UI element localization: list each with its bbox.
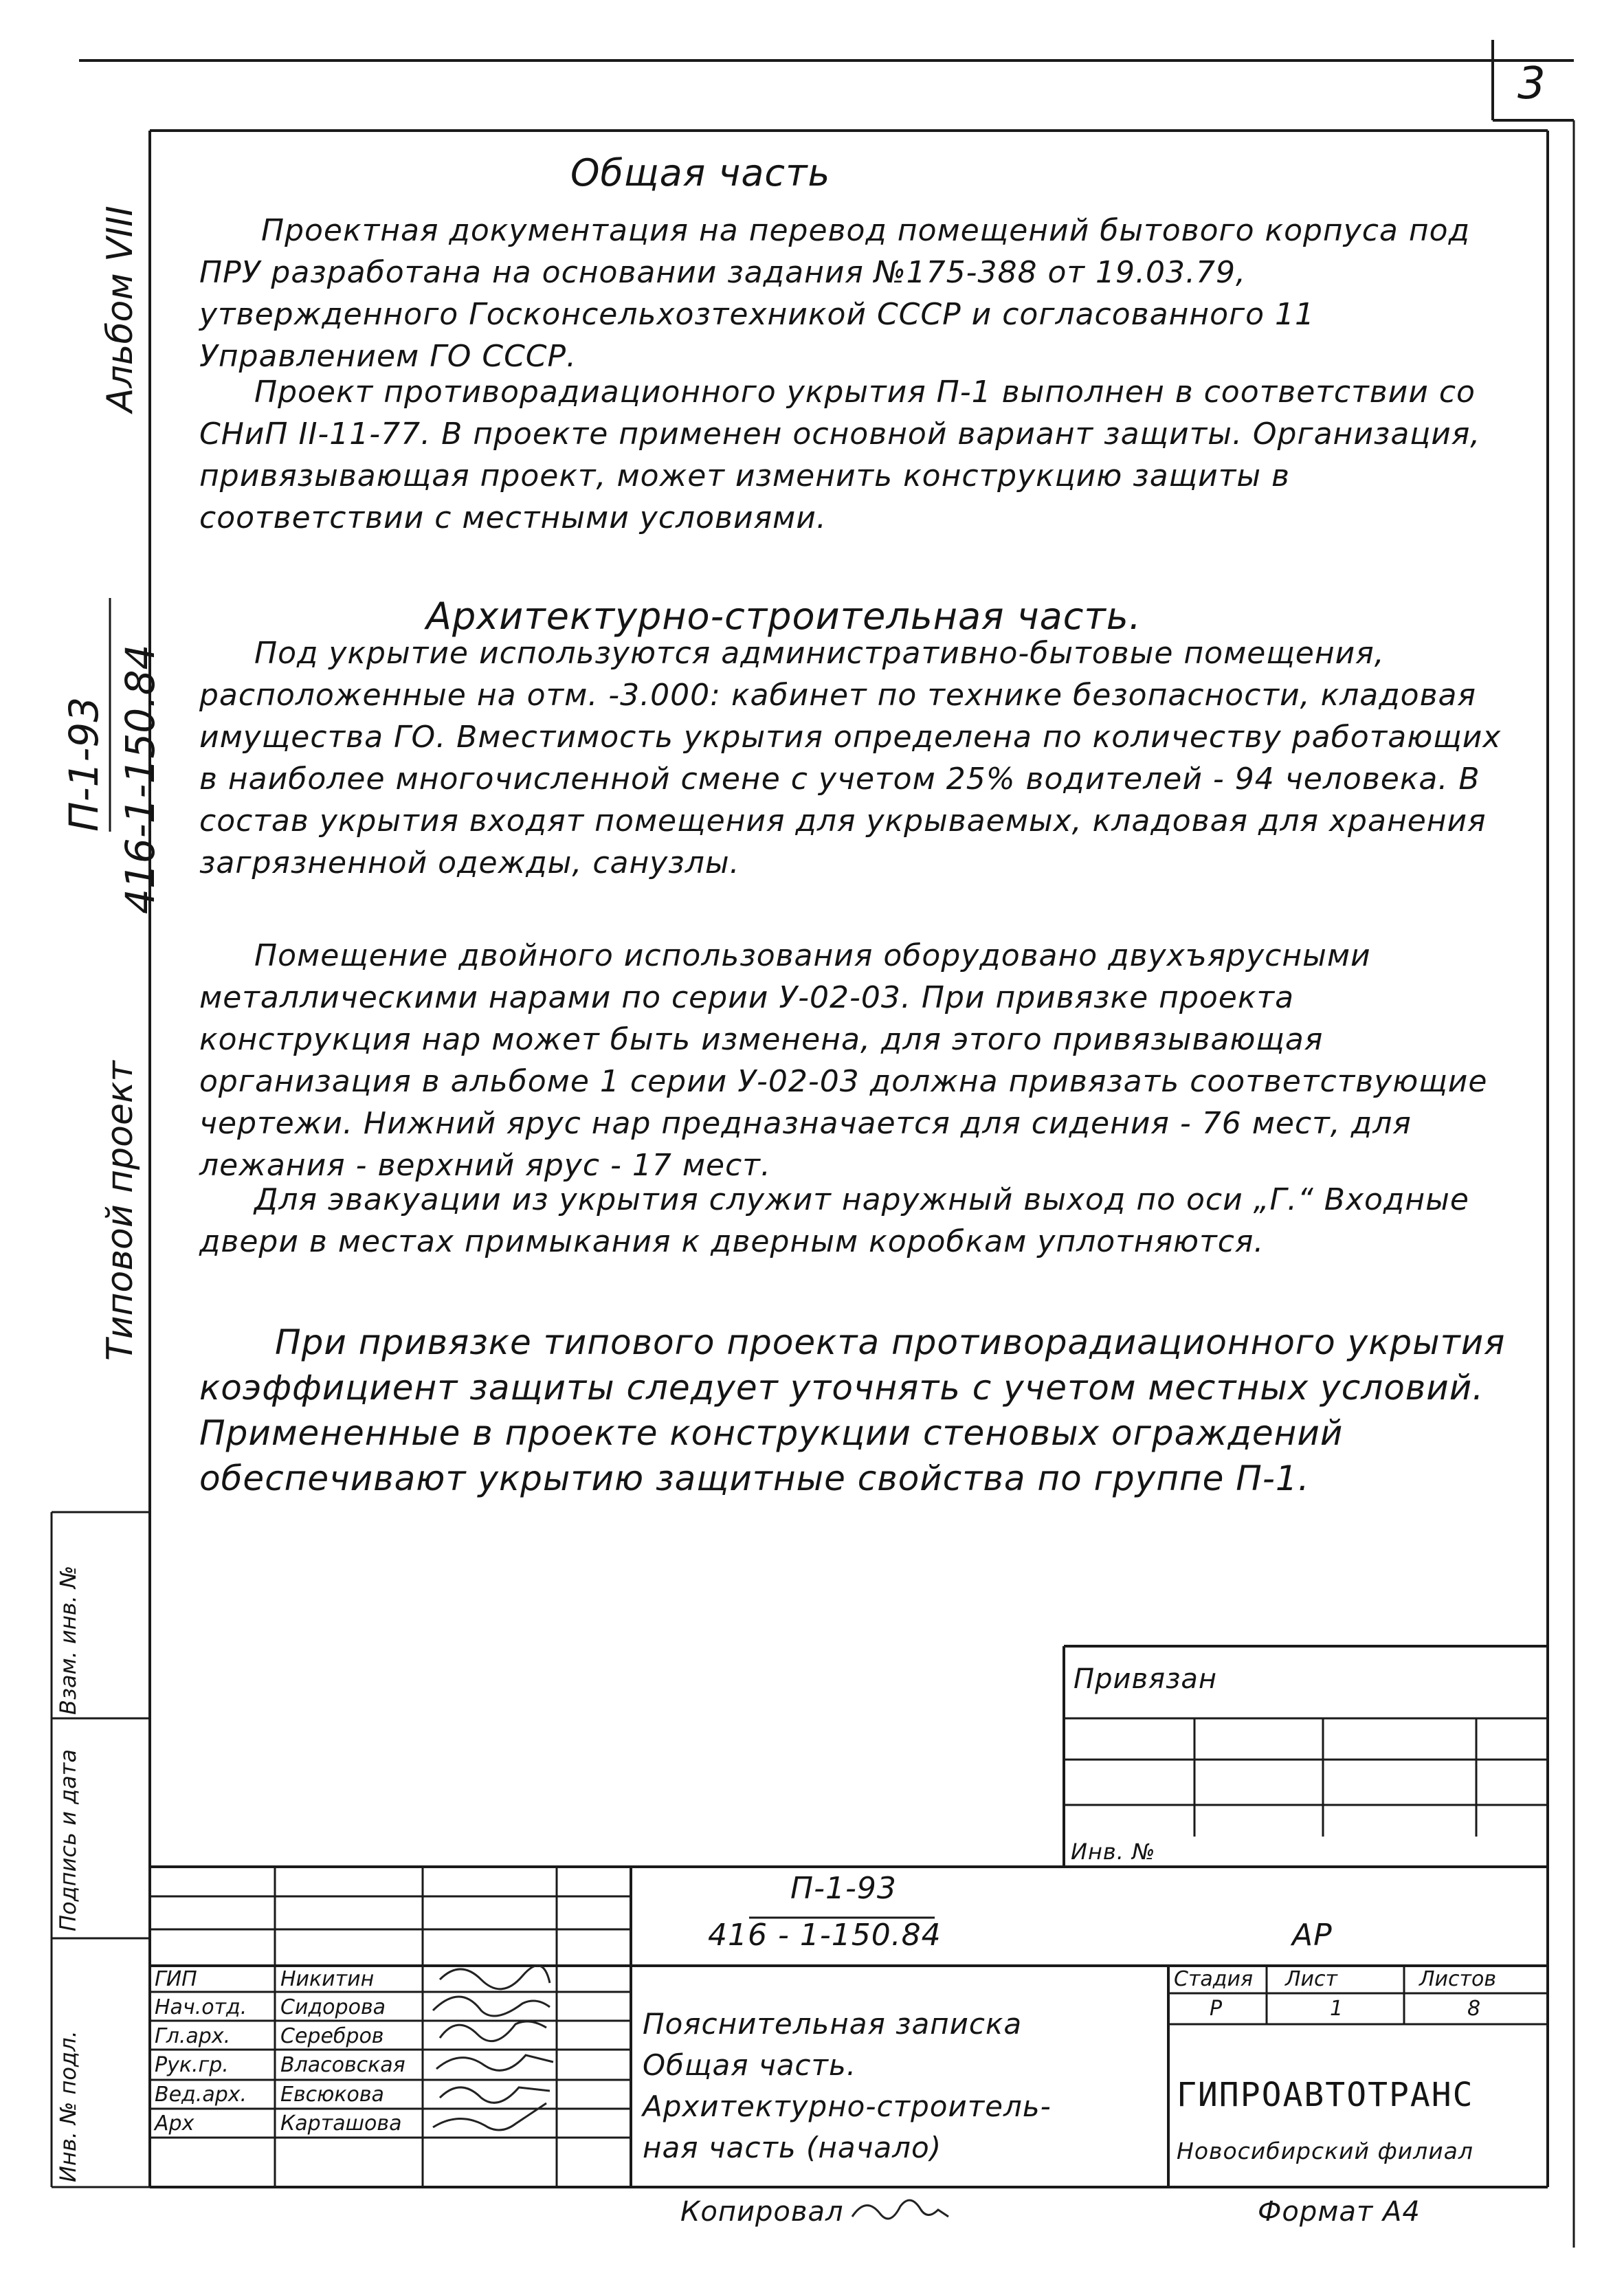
paragraph-5: Для эвакуации из укрытия служит наружный выход по оси „Г.“ Входные двери в местах примыкания к дверным коробкам уплотняются.	[199, 1182, 1469, 1259]
role-chief-arch: Гл.арх.	[155, 2024, 231, 2048]
name-kartashova: Карташова	[280, 2111, 402, 2136]
name-serebrov: Серебров	[280, 2024, 384, 2048]
margin-project-code-bottom: 416-1-150.84	[117, 644, 164, 914]
copied-by-label: Копировал	[680, 2196, 844, 2228]
paragraph-1: Проектная документация на перевод помещений бытового корпуса под ПРУ разработана на основании задания №175-388 от 19.03.79, утвержденного Госконсельхозтехникой СССР и согласованного 11 Управлением ГО СССР.	[199, 213, 1470, 374]
binding-inventory-label: Инв. №	[1071, 1839, 1156, 1865]
margin-project-label: Типовой проект	[100, 1061, 141, 1361]
role-lead-arch: Вед.арх.	[155, 2083, 247, 2107]
doc-title-line-3: Архитектурно-строитель-	[643, 2089, 1052, 2123]
role-gip: ГИП	[155, 1967, 197, 1991]
title-code-bottom: 416 - 1-150.84	[708, 1918, 942, 1953]
role-head-dept: Нач.отд.	[155, 1995, 247, 2019]
sheet-number: 3	[1517, 58, 1546, 109]
margin-stamp-inventory: Инв. № подл.	[55, 2030, 81, 2182]
role-group-lead: Рук.гр.	[155, 2053, 229, 2077]
signatures	[433, 1966, 553, 2130]
section-mark: АР	[1292, 1918, 1333, 1953]
name-vlasovskaya: Власовская	[280, 2053, 405, 2077]
sheets-value: 8	[1467, 1997, 1481, 2021]
paragraph-6: При привязке типового проекта противорадиационного укрытия коэффициент защиты следует уточнять с учетом местных условий. Примененные в проекте конструкции стеновых ограждений обеспечивают укрытию защитные свойства по группе П-1.	[199, 1322, 1506, 1498]
heading-general-part: Общая часть	[570, 151, 831, 195]
name-nikitin: Никитин	[280, 1967, 375, 1991]
name-evsyukova: Евсюкова	[280, 2083, 384, 2107]
role-arch: Арх	[155, 2111, 194, 2136]
paragraph-3: Под укрытие используются административно-бытовые помещения, расположенные на отм. -3.000: кабинет по технике безопасности, кладовая имущества ГО. Вместимость укрытия определена по количеству работающих в наиболее многочисленной смене с учетом 25% водителей - 94 человека. В состав укрытия входят помещения для укрываемых, кладовая для хранения загрязненной одежды, санузлы.	[199, 636, 1502, 880]
doc-title-line-2: Общая часть.	[643, 2048, 857, 2082]
margin-album: Альбом VIII	[100, 206, 141, 412]
doc-title-line-4: ная часть (начало)	[643, 2131, 942, 2164]
margin-stamp-signature: Подпись и дата	[55, 1749, 81, 1931]
organization-branch: Новосибирский филиал	[1177, 2138, 1473, 2164]
stage-value: Р	[1210, 1997, 1223, 2021]
stage-header: Стадия	[1174, 1967, 1254, 1991]
organization-name: ГИПРОАВТОТРАНС	[1177, 2076, 1474, 2114]
paragraph-2: Проект противорадиационного укрытия П-1 выполнен в соответствии со СНиП II-11-77. В проекте применен основной вариант защиты. Организация, привязывающая проект, может изменить конструкцию защиты в соответствии с местными условиями.	[199, 375, 1481, 535]
name-sidorova: Сидорова	[280, 1995, 386, 2019]
format-label: Формат А4	[1258, 2196, 1421, 2228]
margin-stamp-replaced: Взам. инв. №	[55, 1565, 81, 1715]
binding-label: Привязан	[1074, 1663, 1218, 1695]
heading-architecture-part: Архитектурно-строительная часть.	[426, 595, 1142, 638]
sheet-header: Лист	[1285, 1967, 1338, 1991]
sheets-header: Листов	[1419, 1967, 1497, 1991]
sheet-value: 1	[1330, 1997, 1344, 2021]
title-code-top: П-1-93	[790, 1871, 897, 1906]
doc-title-line-1: Пояснительная записка	[643, 2007, 1023, 2041]
paragraph-4: Помещение двойного использования оборудовано двухъярусными металлическими нарами по серии У-02-03. При привязке проекта конструкция нар может быть изменена, для этого привязывающая организация в альбоме 1 серии У-02-03 должна привязать соответствующие чертежи. Нижний ярус нар предназначается для сидения - 76 мест, для лежания - верхний ярус - 17 мест.	[199, 938, 1488, 1183]
margin-project-code-top: П-1-93	[60, 696, 107, 832]
